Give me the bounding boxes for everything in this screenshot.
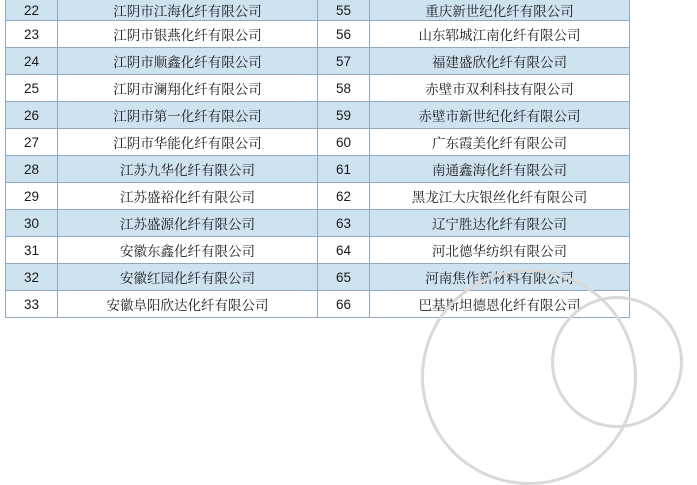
table-row: [6, 291, 630, 318]
table-row: [6, 102, 630, 129]
table-row: [6, 210, 630, 237]
cell-index-right: 59: [318, 102, 370, 129]
cell-company-right: 河南焦作新材料有限公司: [370, 264, 630, 291]
cell-index-right: 58: [318, 75, 370, 102]
table-row: [6, 0, 630, 21]
cell-index-left: 25: [6, 75, 58, 102]
table-row: [6, 48, 630, 75]
table-row: [6, 264, 630, 291]
cell-index-left: 32: [6, 264, 58, 291]
cell-company-left: 江苏九华化纤有限公司: [58, 156, 318, 183]
table-body: [6, 0, 630, 318]
cell-company-left: 江阴市顺鑫化纤有限公司: [58, 48, 318, 75]
cell-company-right: 辽宁胜达化纤有限公司: [370, 210, 630, 237]
cell-company-right: 广东霞美化纤有限公司: [370, 129, 630, 156]
table-row: [6, 21, 630, 48]
cell-company-right: 赤壁市双利科技有限公司: [370, 75, 630, 102]
table-row: [6, 237, 630, 264]
cell-index-right: 66: [318, 291, 370, 318]
cell-index-left: 27: [6, 129, 58, 156]
cell-index-left: 24: [6, 48, 58, 75]
cell-index-left: 26: [6, 102, 58, 129]
cell-company-left: 江阴市华能化纤有限公司: [58, 129, 318, 156]
cell-company-right: 赤壁市新世纪化纤有限公司: [370, 102, 630, 129]
cell-index-left: 29: [6, 183, 58, 210]
cell-index-left: 30: [6, 210, 58, 237]
table-row: [6, 75, 630, 102]
cell-company-right: 南通鑫海化纤有限公司: [370, 156, 630, 183]
cell-index-right: 64: [318, 237, 370, 264]
cell-company-right: 山东郓城江南化纤有限公司: [370, 21, 630, 48]
cell-company-left: 江阴市江海化纤有限公司: [58, 0, 318, 21]
cell-company-right: 重庆新世纪化纤有限公司: [370, 0, 630, 21]
cell-company-left: 江阴市第一化纤有限公司: [58, 102, 318, 129]
cell-index-right: 63: [318, 210, 370, 237]
cell-index-right: 57: [318, 48, 370, 75]
cell-index-left: 31: [6, 237, 58, 264]
cell-index-right: 62: [318, 183, 370, 210]
cell-index-left: 22: [6, 0, 58, 21]
cell-company-left: 安徽红园化纤有限公司: [58, 264, 318, 291]
cell-company-right: 巴基斯坦德恩化纤有限公司: [370, 291, 630, 318]
cell-company-left: 安徽阜阳欣达化纤有限公司: [58, 291, 318, 318]
cell-index-right: 55: [318, 0, 370, 21]
table-row: [6, 156, 630, 183]
cell-company-right: 河北德华纺织有限公司: [370, 237, 630, 264]
cell-company-left: 江阴市澜翔化纤有限公司: [58, 75, 318, 102]
cell-company-right: 黑龙江大庆银丝化纤有限公司: [370, 183, 630, 210]
cell-index-right: 65: [318, 264, 370, 291]
cell-index-right: 61: [318, 156, 370, 183]
cell-index-left: 33: [6, 291, 58, 318]
cell-index-right: 60: [318, 129, 370, 156]
table-row: [6, 129, 630, 156]
cell-index-right: 56: [318, 21, 370, 48]
cell-company-right: 福建盛欣化纤有限公司: [370, 48, 630, 75]
cell-index-left: 23: [6, 21, 58, 48]
company-list-table: [5, 0, 630, 318]
cell-company-left: 江阴市银燕化纤有限公司: [58, 21, 318, 48]
cell-company-left: 安徽东鑫化纤有限公司: [58, 237, 318, 264]
cell-company-left: 江苏盛源化纤有限公司: [58, 210, 318, 237]
table-row: [6, 183, 630, 210]
cell-index-left: 28: [6, 156, 58, 183]
cell-company-left: 江苏盛裕化纤有限公司: [58, 183, 318, 210]
